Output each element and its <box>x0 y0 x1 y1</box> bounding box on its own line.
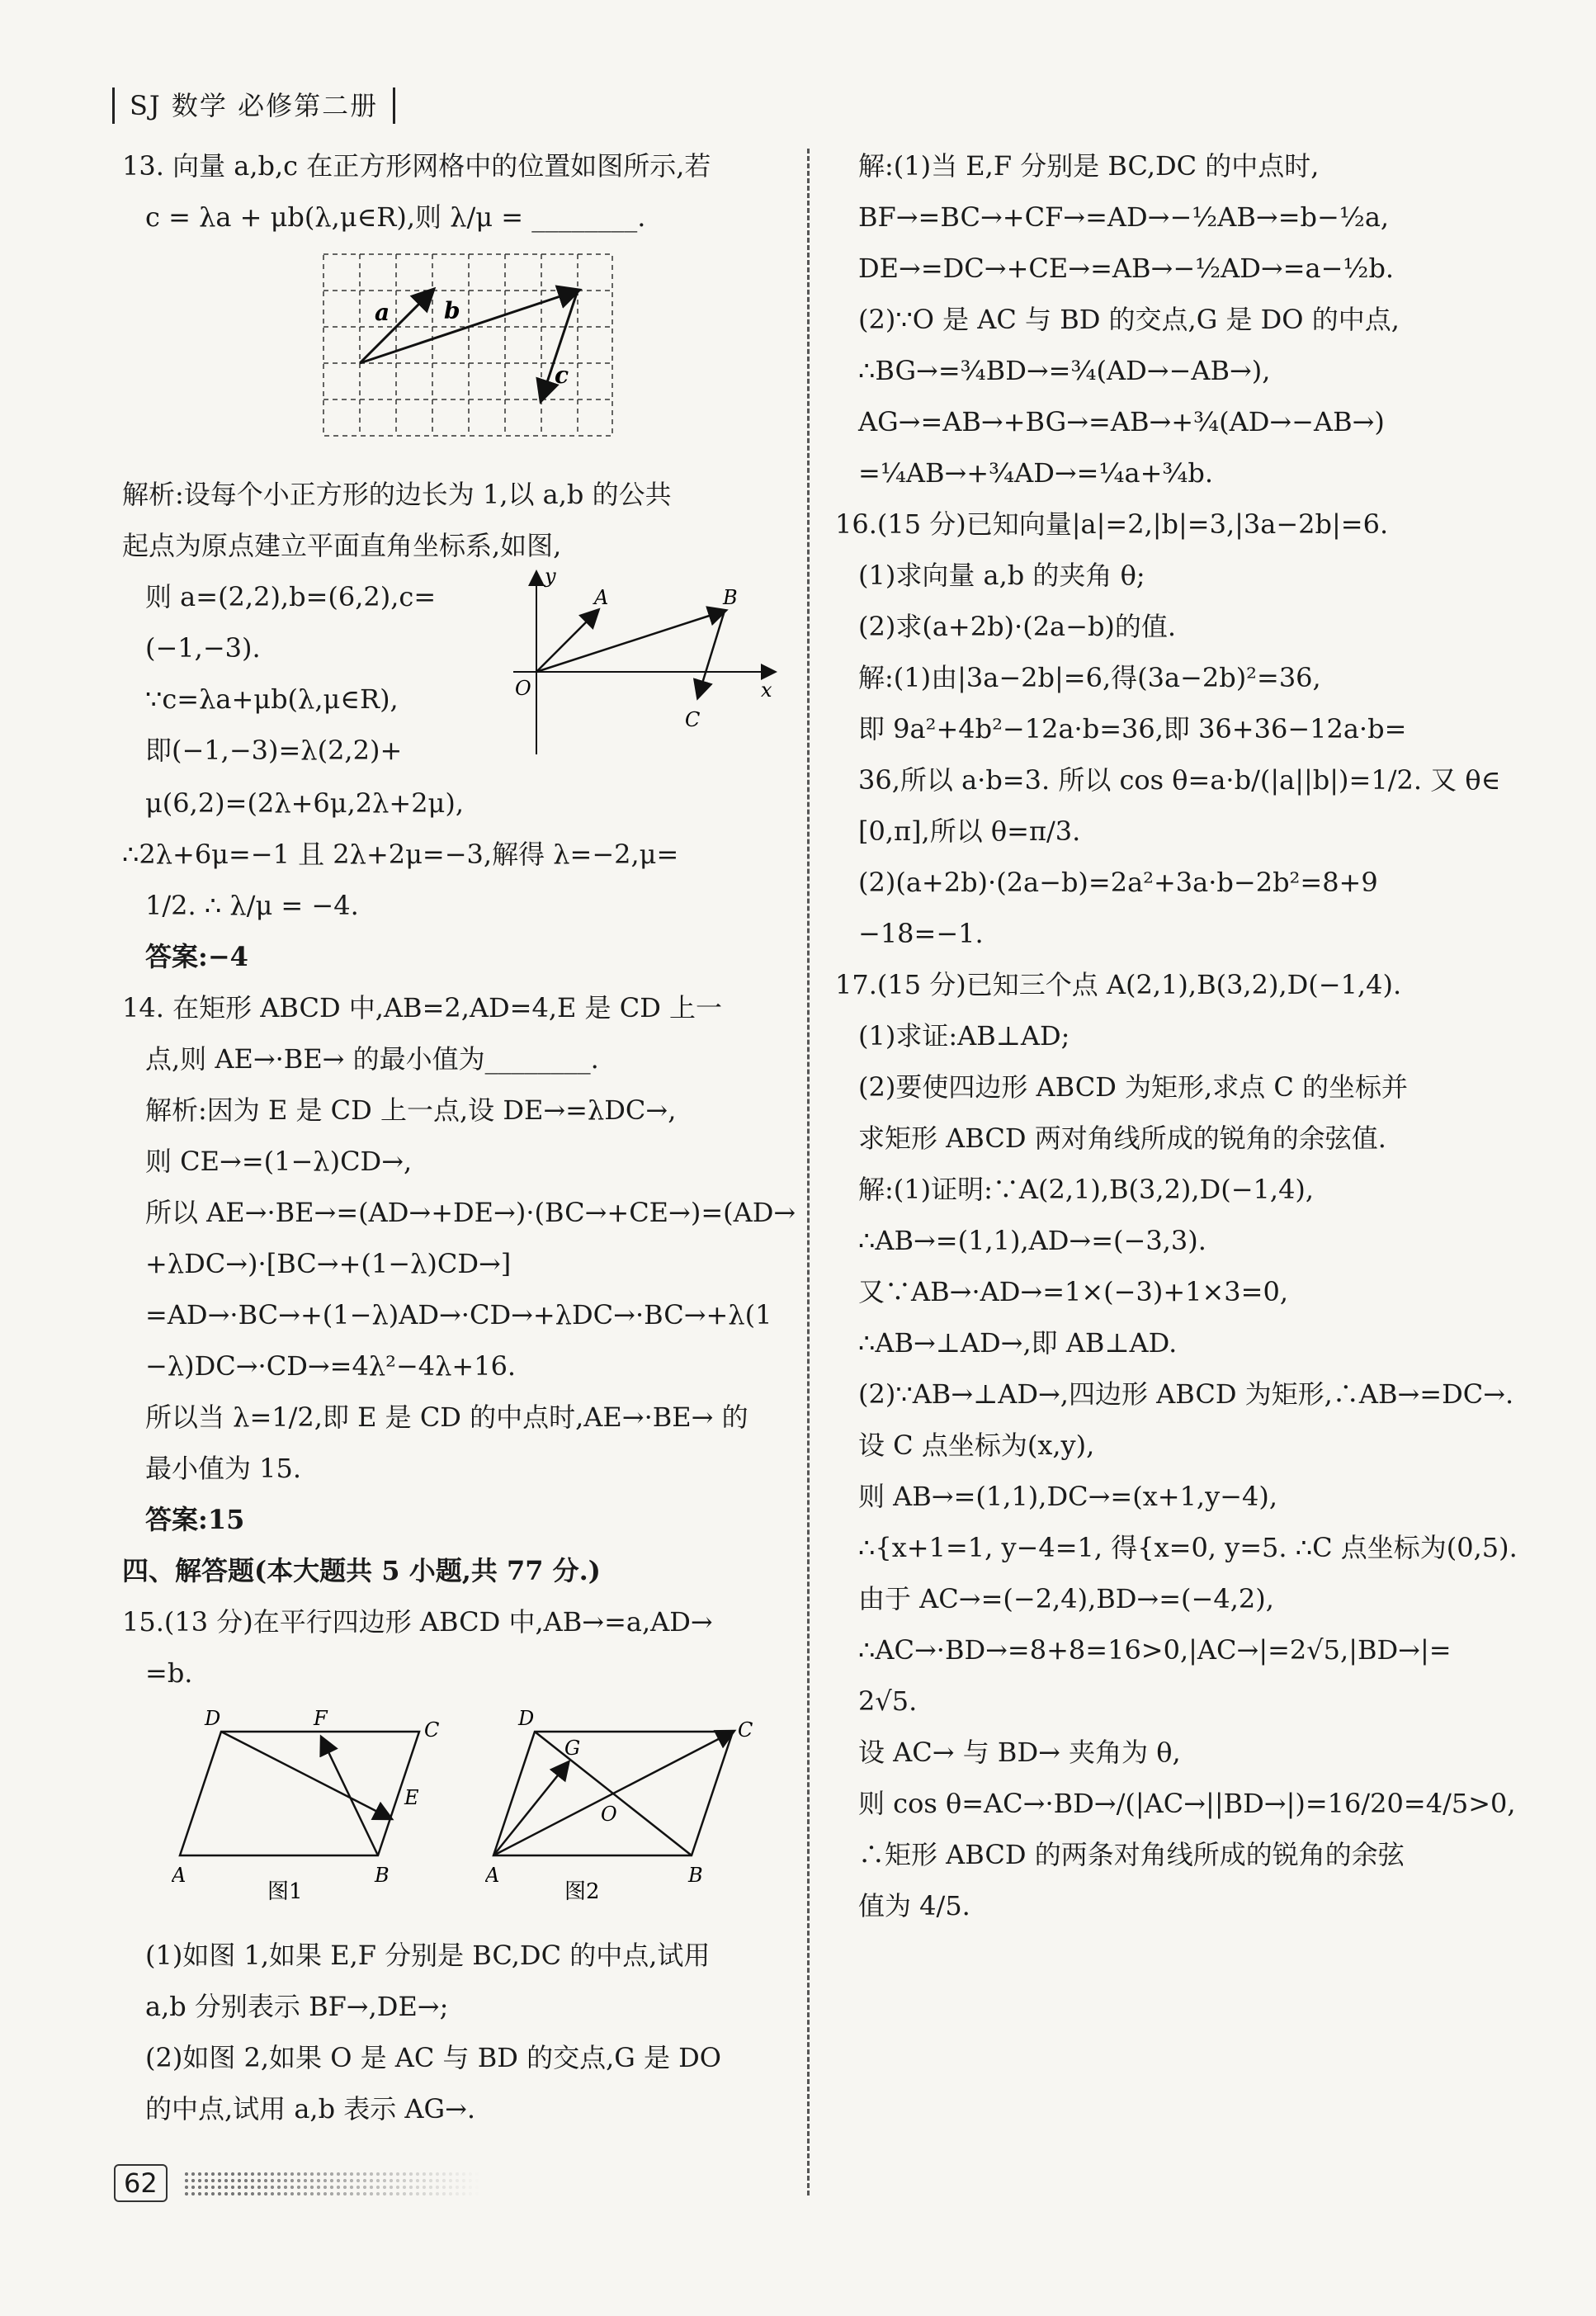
q17-line: ∴AC→·BD→=8+8=16>0,|AC→|=2√5,|BD→|= <box>858 1634 1452 1666</box>
q15-line2: =b. <box>145 1657 193 1689</box>
q17-line: ∴{x+1=1, y−4=1, 得{x=0, y=5. ∴C 点坐标为(0,5). <box>858 1532 1518 1563</box>
q14-line1: 14. 在矩形 ABCD 中,AB=2,AD=4,E 是 CD 上一 <box>122 992 723 1023</box>
coordinate-diagram <box>502 565 782 763</box>
q17-line: 17.(15 分)已知三个点 A(2,1),B(3,2),D(−1,4). <box>835 969 1402 1000</box>
q16-line: (2)(a+2b)·(2a−b)=2a²+3a·b−2b²=8+9 <box>858 867 1378 898</box>
q15-figures <box>155 1707 791 1921</box>
q15-sol-line: ∴BG→=¾BD→=¾(AD→−AB→), <box>858 355 1271 386</box>
q13-line2: c = λa + μb(λ,μ∈R),则 λ/μ = ________. <box>145 201 646 233</box>
q15-part2-a: (2)如图 2,如果 O 是 AC 与 BD 的交点,G 是 DO <box>145 2042 722 2073</box>
section-4-heading: 四、解答题(本大题共 5 小题,共 77 分.) <box>122 1555 601 1586</box>
q13-sol3: 则 a=(2,2),b=(6,2),c= <box>145 581 437 612</box>
q16-line: 16.(15 分)已知向量|a|=2,|b|=3,|3a−2b|=6. <box>835 508 1389 540</box>
q15-part2-b: 的中点,试用 a,b 表示 AG→. <box>145 2093 476 2125</box>
running-header: SJ 数学 必修第二册 <box>112 87 395 124</box>
q14-sol5: =AD→·BC→+(1−λ)AD→·CD→+λDC→·BC→+λ(1 <box>145 1299 772 1331</box>
q17-line: ∴矩形 ABCD 的两条对角线所成的锐角的余弦 <box>858 1839 1405 1870</box>
q15-sol-line: AG→=AB→+BG→=AB→+¾(AD→−AB→) <box>858 406 1385 437</box>
q16-line: 解:(1)由|3a−2b|=6,得(3a−2b)²=36, <box>858 662 1321 693</box>
q17-line: 则 AB→=(1,1),DC→=(x+1,y−4), <box>858 1481 1278 1512</box>
q15-sol-line: (2)∵O 是 AC 与 BD 的交点,G 是 DO 的中点, <box>858 304 1400 335</box>
q17-block <box>835 959 1518 1931</box>
q14-sol3: 所以 AE→·BE→=(AD→+DE→)·(BC→+CE→)=(AD→ <box>145 1197 796 1228</box>
left-column <box>122 140 796 2134</box>
q15-sol-line: BF→=BC→+CF→=AD→−½AB→=b−½a, <box>858 201 1390 233</box>
fig1-F: F <box>314 1707 328 1730</box>
fig2-G: G <box>564 1737 581 1760</box>
q14-sol7: 所以当 λ=1/2,即 E 是 CD 的中点时,AE→·BE→ 的 <box>145 1401 748 1433</box>
q13-sol9: 1/2. ∴ λ/μ = −4. <box>145 890 359 921</box>
q16-line: 36,所以 a·b=3. 所以 cos θ=a·b/(|a||b|)=1/2. 又 θ∈ <box>858 764 1501 796</box>
q14-sol1: 解析:因为 E 是 CD 上一点,设 DE→=λDC→, <box>145 1094 677 1126</box>
q14-sol4: +λDC→)·[BC→+(1−λ)CD→] <box>145 1248 512 1279</box>
q13-coord-block <box>122 565 791 778</box>
page-number: 62 <box>114 2164 168 2202</box>
q17-line: 又∵AB→·AD→=1×(−3)+1×3=0, <box>858 1276 1289 1307</box>
q17-line: 设 C 点坐标为(x,y), <box>858 1430 1095 1461</box>
q16-line: (1)求向量 a,b 的夹角 θ; <box>858 560 1145 591</box>
fig2-B: B <box>688 1864 703 1887</box>
q15-solution <box>858 140 1510 499</box>
q17-line: 2√5. <box>858 1685 918 1717</box>
right-column <box>835 140 1518 1931</box>
q15-sol-line: =¼AB→+¾AD→=¼a+¾b. <box>858 457 1214 489</box>
q13-sol5: ∵c=λa+μb(λ,μ∈R), <box>145 683 399 715</box>
q14-sol8: 最小值为 15. <box>145 1453 302 1484</box>
q17-line: 设 AC→ 与 BD→ 夹角为 θ, <box>858 1737 1181 1768</box>
q16-line: (2)求(a+2b)·(2a−b)的值. <box>858 611 1177 642</box>
fig1-B: B <box>375 1864 390 1887</box>
q17-line: 解:(1)证明:∵A(2,1),B(3,2),D(−1,4), <box>858 1174 1315 1205</box>
figure-1 <box>172 1707 452 1913</box>
grid-diagram <box>320 251 617 441</box>
fig1-D: D <box>205 1707 221 1730</box>
q16-block <box>835 499 1510 959</box>
q17-line: ∴AB→=(1,1),AD→=(−3,3). <box>858 1225 1206 1256</box>
q17-line: (2)要使四边形 ABCD 为矩形,求点 C 的坐标并 <box>858 1071 1409 1103</box>
q15-line1: 15.(13 分)在平行四边形 ABCD 中,AB→=a,AD→ <box>122 1606 713 1638</box>
q15-sol-line: 解:(1)当 E,F 分别是 BC,DC 的中点时, <box>858 150 1320 182</box>
label-c: c <box>555 362 569 389</box>
q13-sol2: 起点为原点建立平面直角坐标系,如图, <box>122 530 562 561</box>
q17-line: 则 cos θ=AC→·BD→/(|AC→||BD→|)=16/20=4/5>0, <box>858 1788 1516 1819</box>
q16-line: [0,π],所以 θ=π/3. <box>858 815 1081 847</box>
q17-line: 求矩形 ABCD 两对角线所成的锐角的余弦值. <box>858 1123 1386 1154</box>
point-B-label: B <box>723 586 738 609</box>
q14-sol6: −λ)DC→·CD→=4λ²−4λ+16. <box>145 1350 517 1382</box>
point-A-label: A <box>594 586 609 609</box>
axis-y-label: y <box>545 565 556 588</box>
q14-answer: 答案:15 <box>145 1504 245 1535</box>
label-a: a <box>375 299 390 326</box>
fig1-E: E <box>404 1786 419 1809</box>
q14-line2: 点,则 AE→·BE→ 的最小值为________. <box>145 1043 599 1075</box>
q17-line: ∴AB→⊥AD→,即 AB⊥AD. <box>858 1327 1178 1359</box>
fig2-caption: 图2 <box>564 1879 600 1904</box>
fig2-C: C <box>738 1718 753 1742</box>
q14-sol2: 则 CE→=(1−λ)CD→, <box>145 1146 413 1177</box>
fig2-A: A <box>485 1864 500 1887</box>
q13-sol6: 即(−1,−3)=λ(2,2)+ <box>145 735 403 766</box>
fig1-C: C <box>424 1718 440 1742</box>
origin-label: O <box>515 677 531 700</box>
q17-line: (2)∵AB→⊥AD→,四边形 ABCD 为矩形,∴AB→=DC→. <box>858 1378 1514 1410</box>
fig2-D: D <box>518 1707 535 1730</box>
q13-sol8: ∴2λ+6μ=−1 且 2λ+2μ=−3,解得 λ=−2,μ= <box>122 839 679 870</box>
q13-coord-text <box>145 571 436 776</box>
q13-answer: 答案:−4 <box>145 941 248 972</box>
fig2-O: O <box>601 1803 617 1826</box>
point-C-label: C <box>685 708 701 731</box>
q17-line: 由于 AC→=(−2,4),BD→=(−4,2), <box>858 1583 1274 1614</box>
q13-coord-figure <box>502 565 782 779</box>
q17-line: 值为 4/5. <box>858 1890 970 1921</box>
q13-grid-figure <box>320 251 791 457</box>
q13-sol1: 解析:设每个小正方形的边长为 1,以 a,b 的公共 <box>122 479 672 510</box>
q16-line: 即 9a²+4b²−12a·b=36,即 36+36−12a·b= <box>858 713 1407 744</box>
q17-line: (1)求证:AB⊥AD; <box>858 1020 1070 1052</box>
footer-dot-pattern <box>183 2171 480 2197</box>
label-b: b <box>444 297 460 324</box>
q15-part1-b: a,b 分别表示 BF→,DE→; <box>145 1991 449 2022</box>
fig1-caption: 图1 <box>267 1879 303 1904</box>
q15-sol-line: DE→=DC→+CE→=AB→−½AD→=a−½b. <box>858 253 1395 284</box>
q13-sol7: μ(6,2)=(2λ+6μ,2λ+2μ), <box>145 787 464 819</box>
q13-line1: 13. 向量 a,b,c 在正方形网格中的位置如图所示,若 <box>122 150 711 182</box>
axis-x-label: x <box>761 678 772 702</box>
q16-line: −18=−1. <box>858 918 984 949</box>
figure-2 <box>485 1707 766 1913</box>
fig1-A: A <box>172 1864 187 1887</box>
column-divider <box>807 149 810 2195</box>
q15-part1-a: (1)如图 1,如果 E,F 分别是 BC,DC 的中点,试用 <box>145 1940 711 1971</box>
q13-sol4: (−1,−3). <box>145 632 261 664</box>
